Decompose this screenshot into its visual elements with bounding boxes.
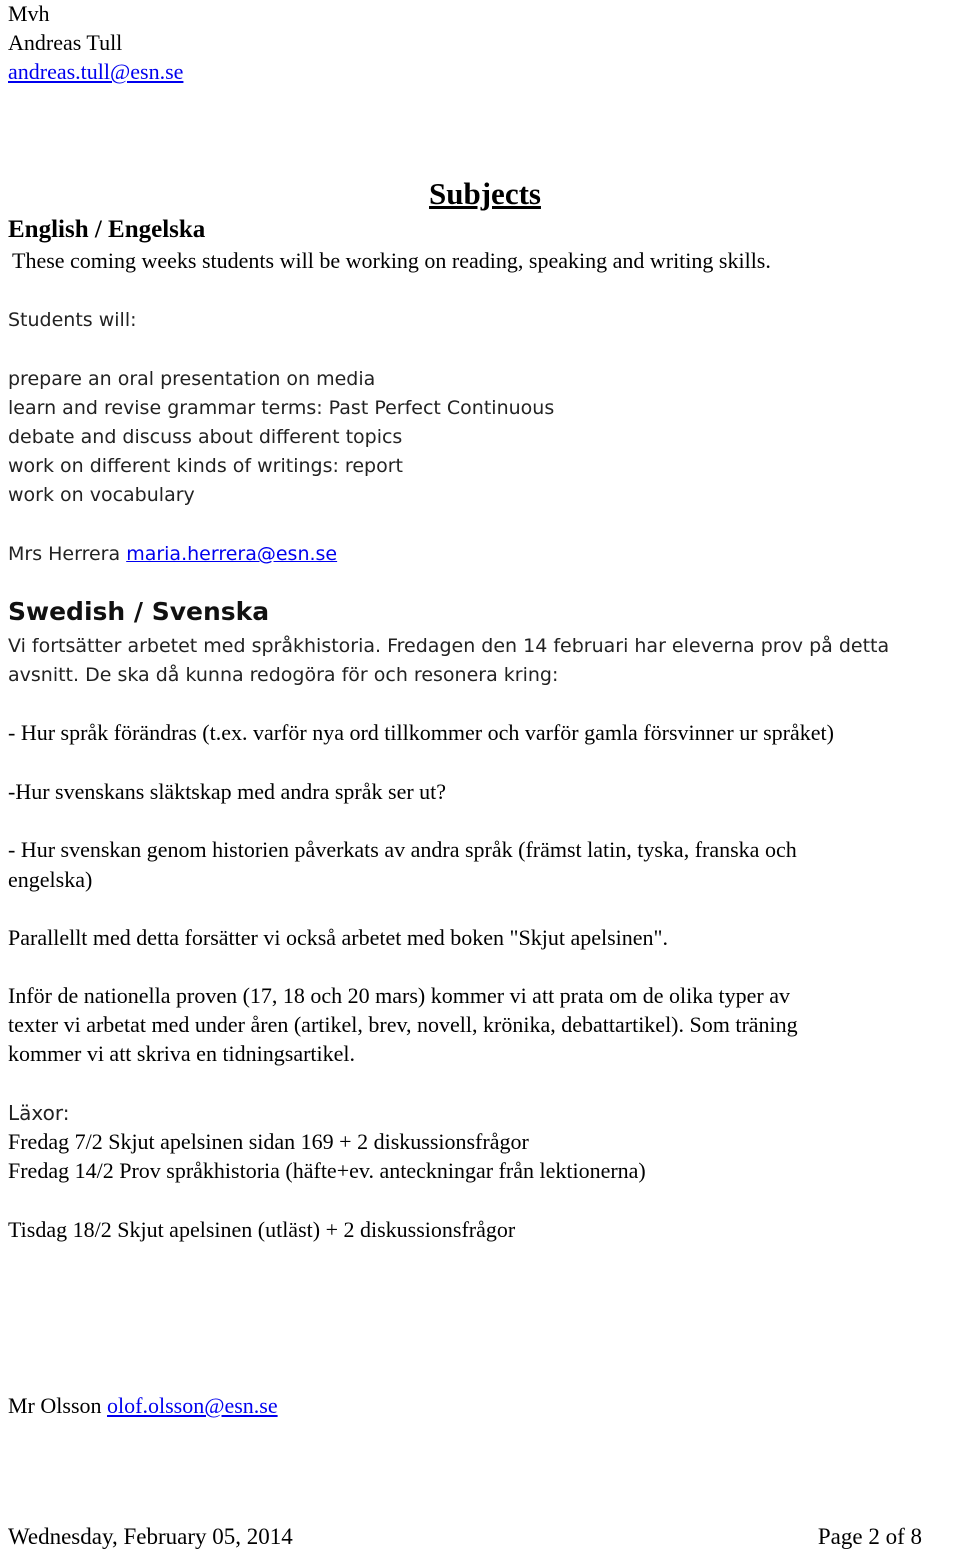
homework-item: Tisdag 18/2 Skjut apelsinen (utläst) + 2 diskussionsfrågor	[8, 1217, 516, 1242]
english-teacher	[8, 540, 337, 568]
english-intro: These coming weeks students will be working on reading, speaking and writing skills.	[12, 248, 771, 273]
swedish-teacher-name: Mr Olsson	[8, 1393, 102, 1418]
swedish-bullet: - Hur svenskan genom historien påverkats av andra språk (främst latin, tyska, franska och	[8, 837, 797, 862]
swedish-teacher-email-link[interactable]: olof.olsson@esn.se	[107, 1393, 278, 1418]
swedish-intro-line: avsnitt. De ska då kunna redogöra för och resonera kring:	[8, 664, 559, 686]
swedish-bullet: -Hur svenskans släktskap med andra språk ser ut?	[8, 779, 447, 804]
homework-label: Läxor:	[8, 1101, 70, 1125]
signature-greeting: Mvh	[8, 1, 50, 26]
swedish-national-line: kommer vi att skriva en tidningsartikel.	[8, 1041, 356, 1066]
page-title: Subjects	[429, 176, 541, 211]
swedish-teacher	[8, 1392, 278, 1420]
swedish-national-line: Inför de nationella proven (17, 18 och 20 mars) kommer vi att prata om de olika typer av	[8, 983, 790, 1008]
english-list-item: work on vocabulary	[8, 484, 195, 506]
english-list-item: debate and discuss about different topics	[8, 426, 403, 448]
english-teacher-name: Mrs Herrera	[8, 543, 121, 565]
homework-item: Fredag 14/2 Prov språkhistoria (häfte+ev. anteckningar från lektionerna)	[8, 1158, 646, 1183]
homework-item: Fredag 7/2 Skjut apelsinen sidan 169 + 2 diskussionsfrågor	[8, 1129, 529, 1154]
swedish-heading: Swedish / Svenska	[8, 597, 270, 626]
footer-page-number: Page 2 of 8	[817, 1524, 922, 1549]
students-will-label: Students will:	[8, 309, 137, 331]
swedish-parallel: Parallellt med detta forsätter vi också arbetet med boken "Skjut apelsinen".	[8, 925, 669, 950]
footer-date: Wednesday, February 05, 2014	[8, 1524, 293, 1549]
signature-name: Andreas Tull	[8, 30, 123, 55]
english-list-item: learn and revise grammar terms: Past Perfect Continuous	[8, 397, 555, 419]
english-list-item: work on different kinds of writings: report	[8, 455, 403, 477]
english-heading: English / Engelska	[8, 216, 206, 243]
swedish-bullet: - Hur språk förändras (t.ex. varför nya ord tillkommer och varför gamla försvinner ur språket)	[8, 720, 834, 745]
swedish-national-line: texter vi arbetat med under åren (artikel, brev, novell, krönika, debattartikel). Som träning	[8, 1012, 798, 1037]
swedish-intro-line: Vi fortsätter arbetet med språkhistoria. Fredagen den 14 februari har eleverna prov på detta	[8, 635, 890, 657]
english-list-item: prepare an oral presentation on media	[8, 368, 376, 390]
english-teacher-email-link[interactable]: maria.herrera@esn.se	[126, 543, 338, 565]
signature-email-link[interactable]: andreas.tull@esn.se	[8, 59, 184, 84]
swedish-bullet: engelska)	[8, 867, 93, 892]
